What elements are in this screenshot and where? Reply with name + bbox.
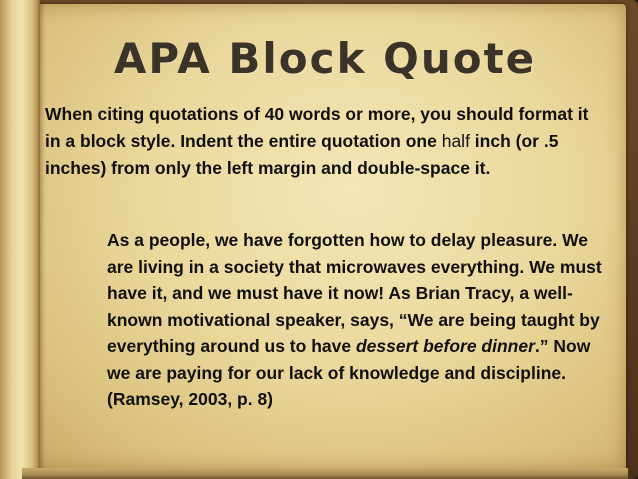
page-edge [22, 468, 628, 479]
slide-title: APA Block Quote [113, 34, 537, 83]
intro-text-half: half [441, 131, 470, 151]
quote-text-part1: As a people, we have forgotten how to delay pleasure. We are living in a society that microwaves everything. We must have it, and we must have it now! As Brian Tracy, a well-known motivational speaker, says, “We are being taught by everything around us to have [107, 230, 602, 356]
block-quote [107, 227, 607, 413]
intro-text-part2: inch (or .5 inches) from only the left margin and double-space it. [45, 131, 559, 178]
quote-text-part2: .” Now we are paying for our lack of knowledge and discipline. (Ramsey, 2003, p. 8) [107, 336, 591, 409]
intro-paragraph [45, 101, 605, 182]
intro-text-part1: When citing quotations of 40 words or more, you should format it in a block style. Indent the entire quotation one [45, 104, 589, 151]
quote-text-italic: dessert before dinner [355, 336, 535, 356]
